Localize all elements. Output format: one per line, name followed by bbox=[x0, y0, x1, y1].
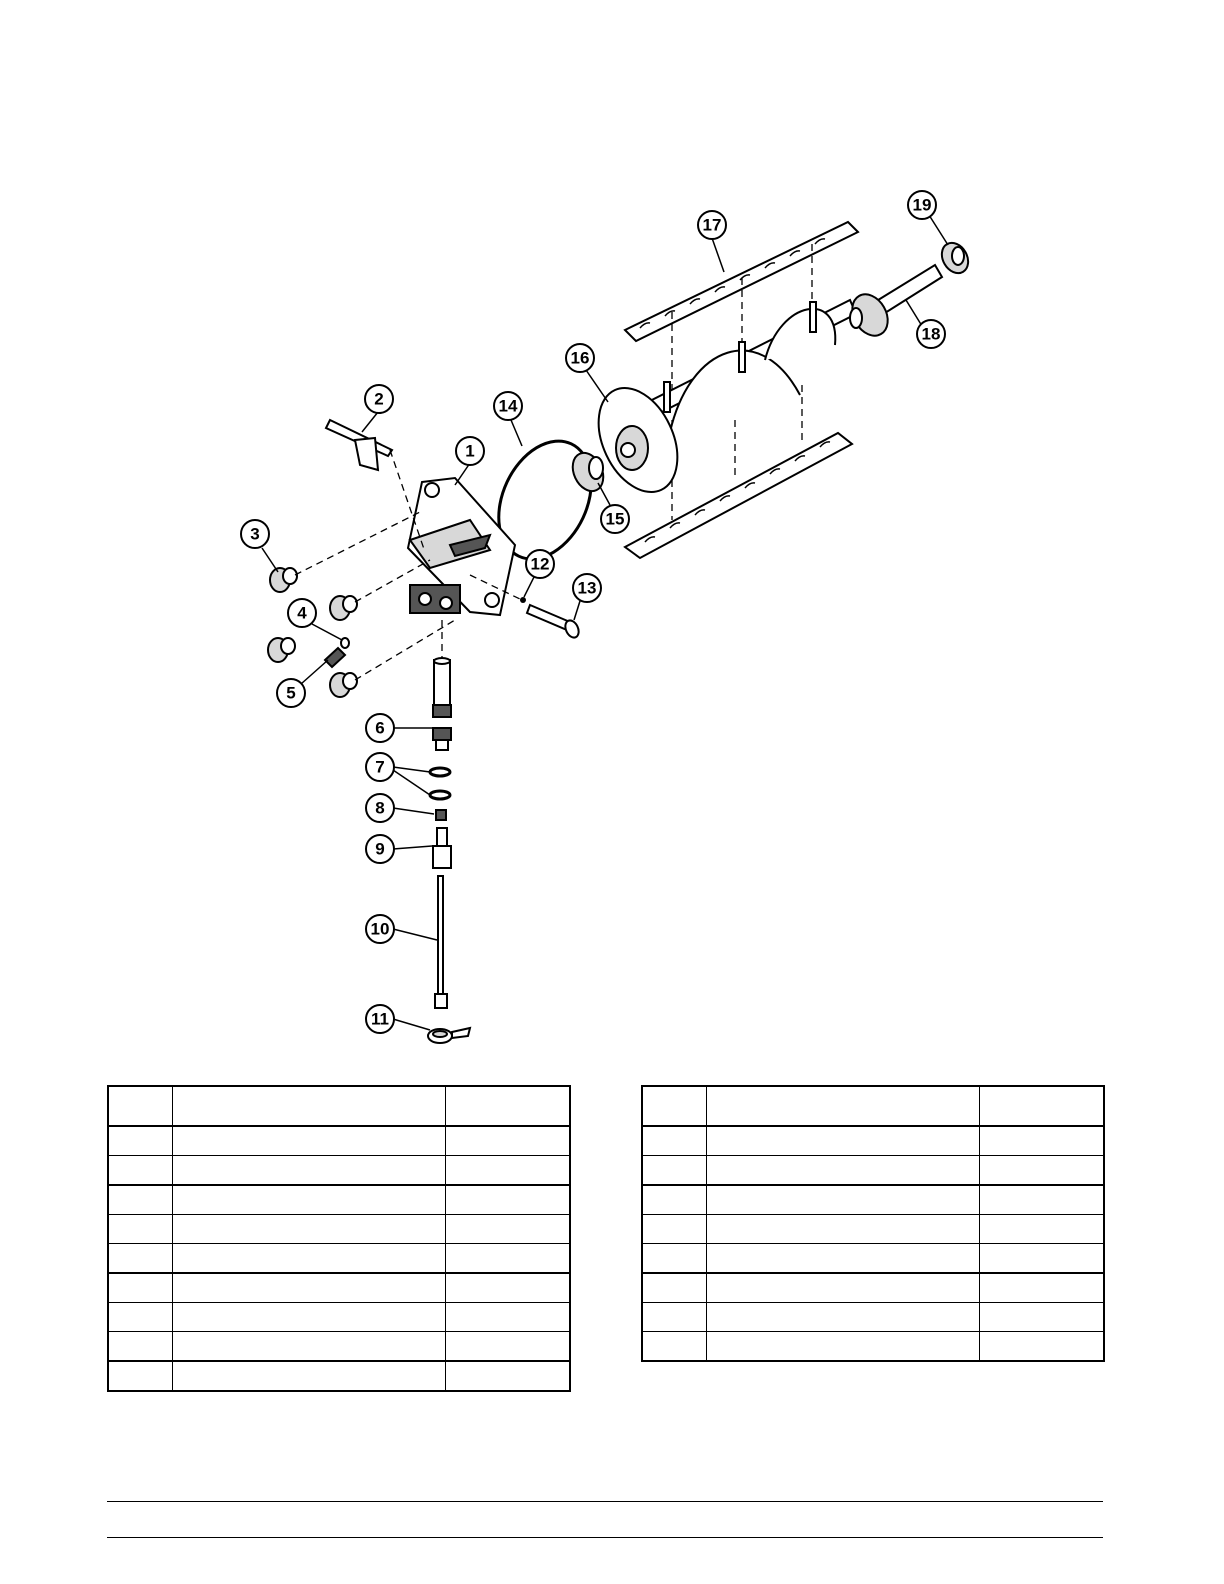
table-row bbox=[108, 1215, 570, 1244]
callout-11 bbox=[366, 1005, 394, 1033]
callout-9 bbox=[366, 835, 394, 863]
callout-16 bbox=[566, 344, 594, 372]
svg-text:13: 13 bbox=[577, 578, 597, 598]
shaft-bearing bbox=[937, 238, 974, 278]
callout-4 bbox=[288, 599, 316, 627]
footer-rule-top bbox=[107, 1501, 1103, 1502]
svg-text:14: 14 bbox=[498, 396, 518, 416]
svg-text:12: 12 bbox=[530, 554, 550, 574]
svg-text:8: 8 bbox=[375, 798, 385, 818]
svg-text:18: 18 bbox=[921, 324, 941, 344]
callout-14 bbox=[494, 392, 522, 420]
svg-text:4: 4 bbox=[297, 603, 307, 623]
door-knob bbox=[268, 638, 295, 662]
table-row bbox=[642, 1185, 1104, 1215]
front-bearing bbox=[567, 448, 609, 496]
svg-text:16: 16 bbox=[570, 348, 590, 368]
table-row bbox=[108, 1332, 570, 1362]
callout-13 bbox=[573, 574, 601, 602]
svg-text:17: 17 bbox=[702, 215, 722, 235]
table-row bbox=[108, 1303, 570, 1332]
callout-12 bbox=[526, 550, 554, 578]
table-row bbox=[108, 1273, 570, 1303]
svg-text:15: 15 bbox=[605, 509, 625, 529]
callout-1 bbox=[456, 437, 484, 465]
svg-text:9: 9 bbox=[375, 839, 385, 859]
valve-o-ring bbox=[430, 768, 450, 776]
svg-text:10: 10 bbox=[370, 919, 390, 939]
svg-text:6: 6 bbox=[375, 718, 385, 738]
table-row bbox=[642, 1156, 1104, 1186]
svg-text:11: 11 bbox=[371, 1009, 389, 1029]
table-row bbox=[642, 1244, 1104, 1274]
valve-seal bbox=[436, 810, 446, 820]
parts-table-left bbox=[107, 1085, 571, 1392]
table-row bbox=[108, 1156, 570, 1186]
parts-table-right bbox=[641, 1085, 1105, 1362]
valve-cap bbox=[428, 1028, 470, 1043]
prime-plug-stud bbox=[325, 648, 345, 667]
callout-7 bbox=[366, 753, 394, 781]
callout-15 bbox=[601, 505, 629, 533]
freezer-door bbox=[408, 478, 515, 615]
beater-assembly bbox=[583, 300, 856, 505]
table-row bbox=[642, 1332, 1104, 1362]
svg-text:1: 1 bbox=[465, 441, 475, 461]
callout-5 bbox=[277, 679, 305, 707]
table-row bbox=[108, 1244, 570, 1274]
callout-2 bbox=[365, 385, 393, 413]
table-row bbox=[642, 1126, 1104, 1156]
table-row bbox=[108, 1185, 570, 1215]
svg-text:19: 19 bbox=[912, 195, 932, 215]
pivot-pin bbox=[527, 605, 581, 640]
table-header-row bbox=[642, 1086, 1104, 1126]
svg-text:2: 2 bbox=[374, 389, 384, 409]
svg-text:3: 3 bbox=[250, 524, 260, 544]
valve-o-ring bbox=[430, 791, 450, 799]
svg-text:5: 5 bbox=[286, 683, 296, 703]
door-knob bbox=[330, 596, 357, 620]
callout-6 bbox=[366, 714, 394, 742]
valve-coupler bbox=[433, 828, 451, 868]
draw-valve bbox=[433, 658, 451, 750]
callout-8 bbox=[366, 794, 394, 822]
table-row bbox=[642, 1303, 1104, 1332]
svg-text:7: 7 bbox=[375, 757, 385, 777]
table-row bbox=[642, 1215, 1104, 1244]
callout-19 bbox=[908, 191, 936, 219]
valve-rod bbox=[435, 876, 447, 1008]
draw-handle bbox=[326, 420, 392, 470]
callout-17 bbox=[698, 211, 726, 239]
table-header-row bbox=[108, 1086, 570, 1126]
table-row bbox=[108, 1126, 570, 1156]
table-row bbox=[642, 1273, 1104, 1303]
door-knob bbox=[270, 568, 297, 592]
callout-3 bbox=[241, 520, 269, 548]
door-knob bbox=[330, 673, 357, 697]
table-row bbox=[108, 1361, 570, 1391]
callout-18 bbox=[917, 320, 945, 348]
footer-rule-bottom bbox=[107, 1537, 1103, 1538]
callout-10 bbox=[366, 915, 394, 943]
pivot-o-ring bbox=[520, 597, 526, 603]
